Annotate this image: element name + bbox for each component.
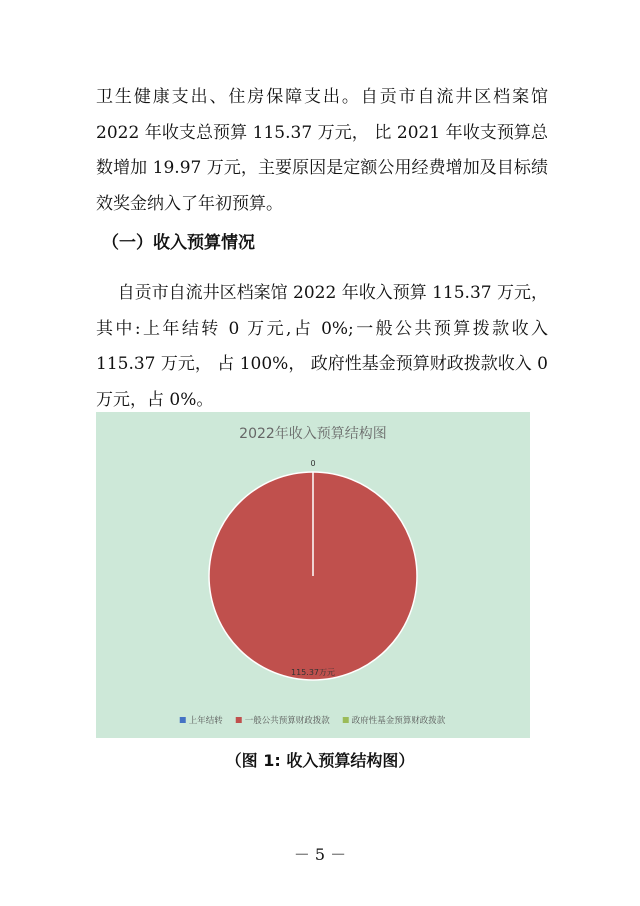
chart-title: 2022年收入预算结构图 <box>239 426 387 442</box>
paragraph-income-budget: 自贡市自流井区档案馆 2022 年收入预算 115.37 万元，其中:上年结转 0 万元,占 0%;一般公共预算拨款收入 115.37 万元， 占 100%， 政府性基金预算财政拨款收入 0 万元，占 0%。 <box>96 283 554 410</box>
data-label-1: 115.37万元 <box>291 668 335 677</box>
paragraph-budget-summary: 卫生健康支出、住房保障支出。自贡市自流井区档案馆 2022 年收支总预算 115.37 万元， 比 2021 年收支预算总数增加 19.97 万元，主要原因是定额公用经费增加及目标绩效奖金纳入了年初预算。 <box>96 87 554 214</box>
legend-label-0: 上年结转 <box>188 716 223 726</box>
legend-label-1: 一般公共预算财政拨款 <box>244 716 330 726</box>
figure-caption: （图 1: 收入预算结构图） <box>225 751 415 770</box>
page-number: － 5 － <box>293 845 347 864</box>
section-heading: （一）收入预算情况 <box>102 233 255 253</box>
pie-chart-svg <box>96 412 530 738</box>
legend-swatch-0 <box>180 717 186 723</box>
data-label-2: 0 <box>310 459 316 468</box>
legend-swatch-2 <box>343 717 349 723</box>
legend-label-2: 政府性基金预算财政拨款 <box>351 716 446 726</box>
income-structure-chart <box>96 412 530 738</box>
legend-swatch-1 <box>236 717 242 723</box>
